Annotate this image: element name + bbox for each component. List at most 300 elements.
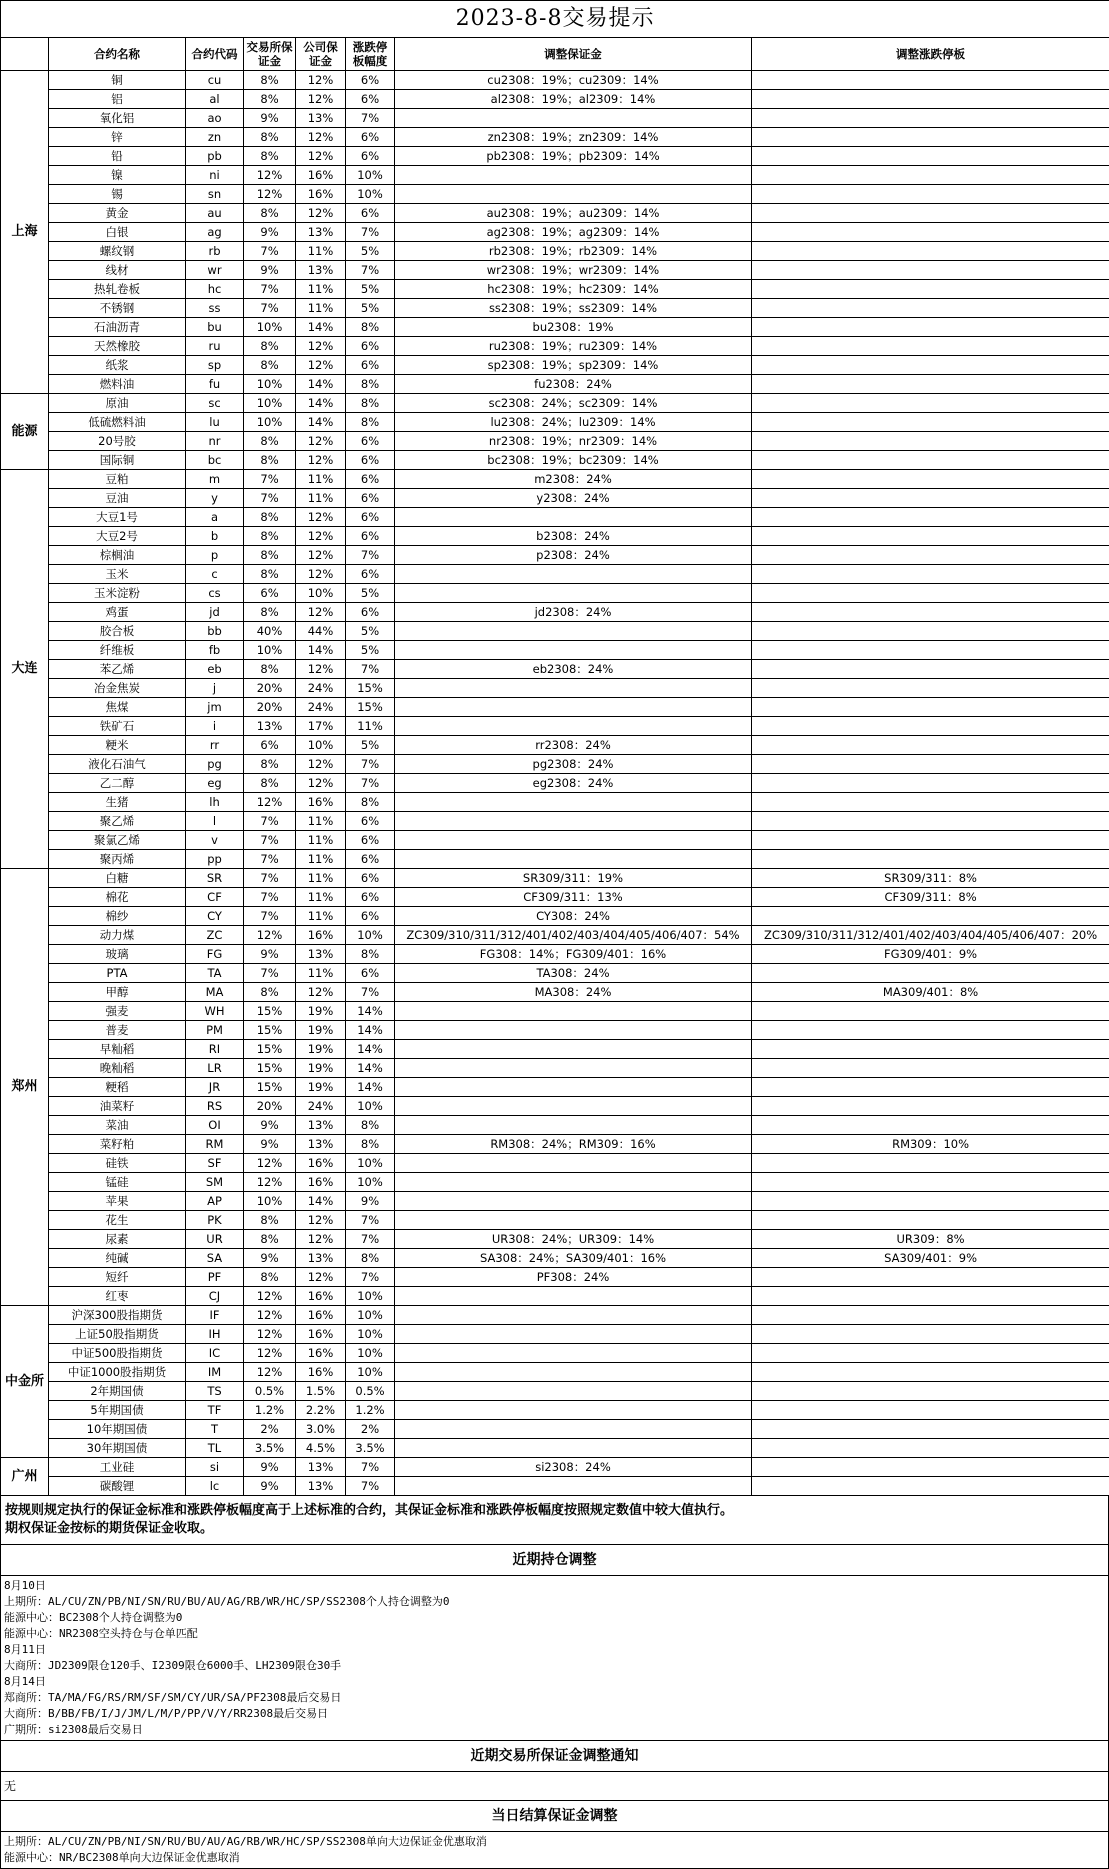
adjusted-margin-cell	[395, 717, 752, 736]
contract-code-cell: nr	[186, 432, 244, 451]
limit-cell: 10%	[346, 1363, 395, 1382]
contract-name-cell: 锰硅	[49, 1173, 186, 1192]
adjusted-margin-cell: jd2308：24%	[395, 603, 752, 622]
contract-name-cell: 棉纱	[49, 907, 186, 926]
contract-name-cell: 原油	[49, 394, 186, 413]
adjusted-limit-cell	[752, 1078, 1109, 1097]
adjusted-margin-cell: ss2308：19%；ss2309：14%	[395, 299, 752, 318]
contract-name-cell: 20号胶	[49, 432, 186, 451]
company-margin-cell: 14%	[296, 413, 346, 432]
contract-name-cell: 油菜籽	[49, 1097, 186, 1116]
adjusted-limit-cell	[752, 660, 1109, 679]
table-row	[1, 641, 1109, 660]
adjusted-limit-cell	[752, 413, 1109, 432]
contract-code-cell: eb	[186, 660, 244, 679]
company-margin-cell: 10%	[296, 584, 346, 603]
company-margin-cell: 3.0%	[296, 1420, 346, 1439]
exchange-margin-cell: 9%	[244, 1135, 296, 1154]
adjusted-margin-cell	[395, 185, 752, 204]
adjusted-margin-cell	[395, 1287, 752, 1306]
adjusted-limit-cell: SR309/311：8%	[752, 869, 1109, 888]
adjusted-limit-cell	[752, 299, 1109, 318]
table-row	[1, 1116, 1109, 1135]
adjusted-margin-cell	[395, 641, 752, 660]
contract-code-cell: ru	[186, 337, 244, 356]
exchange-margin-cell: 13%	[244, 717, 296, 736]
limit-cell: 9%	[346, 1192, 395, 1211]
company-margin-cell: 16%	[296, 185, 346, 204]
adjusted-limit-cell	[752, 1458, 1109, 1477]
adjusted-limit-cell	[752, 1192, 1109, 1211]
adjusted-margin-cell: b2308：24%	[395, 527, 752, 546]
adjusted-margin-cell: TA308：24%	[395, 964, 752, 983]
company-margin-cell: 19%	[296, 1021, 346, 1040]
adjusted-limit-cell	[752, 1420, 1109, 1439]
table-row	[1, 1040, 1109, 1059]
company-margin-cell: 12%	[296, 527, 346, 546]
exchange-margin-cell: 8%	[244, 755, 296, 774]
adjusted-limit-cell	[752, 565, 1109, 584]
limit-cell: 6%	[346, 489, 395, 508]
exchange-margin-cell: 3.5%	[244, 1439, 296, 1458]
table-row	[1, 1363, 1109, 1382]
exchange-margin-cell: 7%	[244, 280, 296, 299]
adjusted-margin-cell: ZC309/310/311/312/401/402/403/404/405/406/407：54%	[395, 926, 752, 945]
company-margin-cell: 16%	[296, 1154, 346, 1173]
exchange-margin-cell: 8%	[244, 774, 296, 793]
contract-name-cell: 碳酸锂	[49, 1477, 186, 1496]
adjusted-limit-cell	[752, 1021, 1109, 1040]
limit-cell: 14%	[346, 1021, 395, 1040]
exchange-margin-cell: 9%	[244, 1116, 296, 1135]
contract-code-cell: TF	[186, 1401, 244, 1420]
adjusted-margin-cell: SA308：24%；SA309/401：16%	[395, 1249, 752, 1268]
table-row	[1, 888, 1109, 907]
contract-name-cell: 纯碱	[49, 1249, 186, 1268]
exchange-margin-cell: 20%	[244, 1097, 296, 1116]
limit-cell: 7%	[346, 1211, 395, 1230]
adjusted-limit-cell	[752, 356, 1109, 375]
exchange-margin-cell: 12%	[244, 1287, 296, 1306]
contract-code-cell: bu	[186, 318, 244, 337]
company-margin-cell: 24%	[296, 679, 346, 698]
contract-name-cell: 锌	[49, 128, 186, 147]
table-row	[1, 1078, 1109, 1097]
adjusted-limit-cell	[752, 470, 1109, 489]
exchange-label: 大连	[1, 470, 49, 869]
company-margin-cell: 12%	[296, 565, 346, 584]
adjusted-limit-cell	[752, 1344, 1109, 1363]
table-row	[1, 1382, 1109, 1401]
company-margin-cell: 12%	[296, 660, 346, 679]
limit-cell: 6%	[346, 603, 395, 622]
table-row	[1, 945, 1109, 964]
position-line: 郑商所：TA/MA/FG/RS/RM/SF/SM/CY/UR/SA/PF2308最后交易日	[4, 1690, 1105, 1706]
contract-name-cell: 铁矿石	[49, 717, 186, 736]
limit-cell: 10%	[346, 926, 395, 945]
table-row	[1, 413, 1109, 432]
adjusted-limit-cell	[752, 717, 1109, 736]
adjusted-margin-cell: p2308：24%	[395, 546, 752, 565]
exchange-margin-cell: 10%	[244, 413, 296, 432]
position-line: 8月11日	[4, 1642, 1105, 1658]
exchange-margin-cell: 8%	[244, 90, 296, 109]
contract-name-cell: 燃料油	[49, 375, 186, 394]
table-row	[1, 147, 1109, 166]
table-row	[1, 1230, 1109, 1249]
company-margin-cell: 12%	[296, 432, 346, 451]
limit-cell: 6%	[346, 90, 395, 109]
table-row	[1, 356, 1109, 375]
adjusted-margin-cell: CY308：24%	[395, 907, 752, 926]
position-line: 大商所：B/BB/FB/I/J/JM/L/M/P/PP/V/Y/RR2308最后交易日	[4, 1706, 1105, 1722]
contract-code-cell: sp	[186, 356, 244, 375]
company-margin-cell: 12%	[296, 356, 346, 375]
contract-name-cell: 晚籼稻	[49, 1059, 186, 1078]
adjusted-limit-cell	[752, 793, 1109, 812]
contract-code-cell: LR	[186, 1059, 244, 1078]
adjusted-margin-cell: bc2308：19%；bc2309：14%	[395, 451, 752, 470]
adjusted-margin-cell	[395, 584, 752, 603]
company-margin-cell: 14%	[296, 641, 346, 660]
limit-cell: 7%	[346, 755, 395, 774]
contract-code-cell: b	[186, 527, 244, 546]
limit-cell: 6%	[346, 508, 395, 527]
exchange-margin-cell: 8%	[244, 451, 296, 470]
limit-cell: 14%	[346, 1078, 395, 1097]
exchange-label: 能源	[1, 394, 49, 470]
contract-name-cell: 天然橡胶	[49, 337, 186, 356]
exchange-margin-cell: 9%	[244, 1458, 296, 1477]
contract-name-cell: 短纤	[49, 1268, 186, 1287]
contract-code-cell: zn	[186, 128, 244, 147]
limit-cell: 7%	[346, 261, 395, 280]
adjusted-limit-cell	[752, 1002, 1109, 1021]
exchange-margin-cell: 7%	[244, 831, 296, 850]
exchange-margin-cell: 20%	[244, 698, 296, 717]
contract-code-cell: UR	[186, 1230, 244, 1249]
contract-name-cell: 不锈钢	[49, 299, 186, 318]
table-row	[1, 1344, 1109, 1363]
contract-name-cell: 豆油	[49, 489, 186, 508]
contract-code-cell: cu	[186, 71, 244, 90]
contract-code-cell: ZC	[186, 926, 244, 945]
table-row	[1, 1439, 1109, 1458]
exchange-margin-cell: 12%	[244, 1344, 296, 1363]
contract-name-cell: 白银	[49, 223, 186, 242]
adjusted-limit-cell	[752, 736, 1109, 755]
contract-name-cell: PTA	[49, 964, 186, 983]
table-row	[1, 964, 1109, 983]
exchange-margin-cell: 8%	[244, 204, 296, 223]
contract-code-cell: pb	[186, 147, 244, 166]
adjusted-margin-cell: ru2308：19%；ru2309：14%	[395, 337, 752, 356]
adjusted-limit-cell	[752, 755, 1109, 774]
contract-name-cell: 白糖	[49, 869, 186, 888]
position-line: 上期所：AL/CU/ZN/PB/NI/SN/RU/BU/AU/AG/RB/WR/HC/SP/SS2308个人持仓调整为0	[4, 1594, 1105, 1610]
settlement-adjustments	[1, 1832, 1108, 1868]
adjusted-limit-cell	[752, 831, 1109, 850]
exchange-margin-cell: 7%	[244, 812, 296, 831]
contract-code-cell: FG	[186, 945, 244, 964]
adjusted-margin-cell	[395, 679, 752, 698]
company-margin-cell: 12%	[296, 1211, 346, 1230]
table-row	[1, 1002, 1109, 1021]
exchange-margin-cell: 15%	[244, 1021, 296, 1040]
exchange-margin-cell: 9%	[244, 223, 296, 242]
contract-code-cell: pg	[186, 755, 244, 774]
header-exchange-margin: 交易所保证金	[244, 38, 296, 71]
contract-name-cell: 乙二醇	[49, 774, 186, 793]
contract-name-cell: 中证500股指期货	[49, 1344, 186, 1363]
contract-code-cell: SF	[186, 1154, 244, 1173]
company-margin-cell: 14%	[296, 318, 346, 337]
table-row	[1, 660, 1109, 679]
adjusted-margin-cell: PF308：24%	[395, 1268, 752, 1287]
exchange-margin-cell: 9%	[244, 261, 296, 280]
contract-name-cell: 铅	[49, 147, 186, 166]
contract-code-cell: RI	[186, 1040, 244, 1059]
limit-cell: 10%	[346, 1325, 395, 1344]
exchange-margin-cell: 9%	[244, 1477, 296, 1496]
adjusted-limit-cell	[752, 1154, 1109, 1173]
table-row	[1, 375, 1109, 394]
table-row	[1, 451, 1109, 470]
company-margin-cell: 11%	[296, 907, 346, 926]
exchange-margin-cell: 8%	[244, 508, 296, 527]
contract-name-cell: 生猪	[49, 793, 186, 812]
contract-name-cell: 石油沥青	[49, 318, 186, 337]
company-margin-cell: 12%	[296, 204, 346, 223]
table-row	[1, 1268, 1109, 1287]
limit-cell: 6%	[346, 432, 395, 451]
adjusted-limit-cell	[752, 375, 1109, 394]
company-margin-cell: 19%	[296, 1078, 346, 1097]
limit-cell: 5%	[346, 736, 395, 755]
limit-cell: 15%	[346, 698, 395, 717]
adjusted-margin-cell	[395, 831, 752, 850]
contract-code-cell: RS	[186, 1097, 244, 1116]
contract-name-cell: 豆粕	[49, 470, 186, 489]
limit-cell: 10%	[346, 1097, 395, 1116]
adjusted-limit-cell: RM309：10%	[752, 1135, 1109, 1154]
contract-name-cell: 聚氯乙烯	[49, 831, 186, 850]
company-margin-cell: 12%	[296, 90, 346, 109]
position-line: 广期所：si2308最后交易日	[4, 1722, 1105, 1738]
table-row	[1, 470, 1109, 489]
exchange-margin-cell: 12%	[244, 166, 296, 185]
adjusted-margin-cell: bu2308：19%	[395, 318, 752, 337]
contract-name-cell: 沪深300股指期货	[49, 1306, 186, 1325]
table-row	[1, 736, 1109, 755]
limit-cell: 6%	[346, 964, 395, 983]
exchange-label: 郑州	[1, 869, 49, 1306]
position-line: 大商所：JD2309限仓120手、I2309限仓6000手、LH2309限仓30手	[4, 1658, 1105, 1674]
adjusted-margin-cell: CF309/311：13%	[395, 888, 752, 907]
adjusted-margin-cell	[395, 1173, 752, 1192]
company-margin-cell: 11%	[296, 831, 346, 850]
position-adjustments	[1, 1576, 1108, 1741]
limit-cell: 8%	[346, 793, 395, 812]
contract-name-cell: 冶金焦炭	[49, 679, 186, 698]
table-row	[1, 71, 1109, 90]
adjusted-limit-cell	[752, 603, 1109, 622]
adjusted-limit-cell	[752, 242, 1109, 261]
contract-code-cell: IF	[186, 1306, 244, 1325]
adjusted-limit-cell	[752, 907, 1109, 926]
contract-name-cell: 大豆1号	[49, 508, 186, 527]
contract-code-cell: TL	[186, 1439, 244, 1458]
contract-code-cell: pp	[186, 850, 244, 869]
table-row	[1, 1325, 1109, 1344]
table-row	[1, 698, 1109, 717]
table-row	[1, 774, 1109, 793]
adjusted-limit-cell	[752, 508, 1109, 527]
adjusted-margin-cell: UR308：24%；UR309：14%	[395, 1230, 752, 1249]
contract-code-cell: MA	[186, 983, 244, 1002]
exchange-margin-cell: 7%	[244, 489, 296, 508]
limit-cell: 6%	[346, 470, 395, 489]
company-margin-cell: 12%	[296, 147, 346, 166]
adjusted-margin-cell: al2308：19%；al2309：14%	[395, 90, 752, 109]
adjusted-margin-cell: zn2308：19%；zn2309：14%	[395, 128, 752, 147]
company-margin-cell: 12%	[296, 546, 346, 565]
adjusted-margin-cell: sp2308：19%；sp2309：14%	[395, 356, 752, 375]
contract-name-cell: 国际铜	[49, 451, 186, 470]
adjusted-limit-cell	[752, 223, 1109, 242]
adjusted-margin-cell: FG308：14%；FG309/401：16%	[395, 945, 752, 964]
table-row	[1, 166, 1109, 185]
adjusted-margin-cell	[395, 1040, 752, 1059]
limit-cell: 10%	[346, 1306, 395, 1325]
contract-code-cell: jm	[186, 698, 244, 717]
exchange-margin-cell: 7%	[244, 964, 296, 983]
exchange-margin-cell: 20%	[244, 679, 296, 698]
limit-cell: 8%	[346, 945, 395, 964]
adjusted-margin-cell	[395, 1306, 752, 1325]
adjusted-limit-cell	[752, 546, 1109, 565]
table-row	[1, 717, 1109, 736]
header-adjusted-margin: 调整保证金	[395, 38, 752, 71]
adjusted-limit-cell	[752, 432, 1109, 451]
contract-code-cell: SM	[186, 1173, 244, 1192]
adjusted-margin-cell: au2308：19%；au2309：14%	[395, 204, 752, 223]
table-row	[1, 812, 1109, 831]
contract-code-cell: rb	[186, 242, 244, 261]
company-margin-cell: 2.2%	[296, 1401, 346, 1420]
table-row	[1, 109, 1109, 128]
limit-cell: 14%	[346, 1002, 395, 1021]
table-body	[1, 71, 1109, 1496]
adjusted-limit-cell	[752, 584, 1109, 603]
contract-code-cell: CY	[186, 907, 244, 926]
table-row	[1, 622, 1109, 641]
limit-cell: 10%	[346, 185, 395, 204]
contract-code-cell: TA	[186, 964, 244, 983]
table-row	[1, 185, 1109, 204]
contract-name-cell: 菜籽粕	[49, 1135, 186, 1154]
adjusted-margin-cell	[395, 1021, 752, 1040]
adjusted-margin-cell	[395, 166, 752, 185]
limit-cell: 5%	[346, 280, 395, 299]
position-line: 能源中心：NR2308空头持仓与仓单匹配	[4, 1626, 1105, 1642]
company-margin-cell: 16%	[296, 1173, 346, 1192]
adjusted-margin-cell	[395, 1059, 752, 1078]
company-margin-cell: 13%	[296, 1458, 346, 1477]
contract-code-cell: fb	[186, 641, 244, 660]
contract-code-cell: si	[186, 1458, 244, 1477]
adjusted-margin-cell: fu2308：24%	[395, 375, 752, 394]
contract-code-cell: cs	[186, 584, 244, 603]
table-row	[1, 546, 1109, 565]
contract-name-cell: 早籼稻	[49, 1040, 186, 1059]
contract-code-cell: y	[186, 489, 244, 508]
limit-cell: 6%	[346, 128, 395, 147]
adjusted-limit-cell	[752, 1325, 1109, 1344]
adjusted-limit-cell	[752, 71, 1109, 90]
company-margin-cell: 13%	[296, 109, 346, 128]
company-margin-cell: 16%	[296, 1363, 346, 1382]
exchange-label: 上海	[1, 71, 49, 394]
company-margin-cell: 10%	[296, 736, 346, 755]
notes-block	[0, 1496, 1109, 1869]
contract-code-cell: ni	[186, 166, 244, 185]
table-row	[1, 1192, 1109, 1211]
company-margin-cell: 16%	[296, 926, 346, 945]
adjusted-margin-cell	[395, 1401, 752, 1420]
contract-name-cell: 工业硅	[49, 1458, 186, 1477]
limit-cell: 10%	[346, 1344, 395, 1363]
contract-name-cell: 焦煤	[49, 698, 186, 717]
adjusted-limit-cell	[752, 90, 1109, 109]
adjusted-limit-cell	[752, 622, 1109, 641]
table-row	[1, 337, 1109, 356]
adjusted-limit-cell	[752, 527, 1109, 546]
contract-code-cell: T	[186, 1420, 244, 1439]
limit-cell: 11%	[346, 717, 395, 736]
company-margin-cell: 16%	[296, 1325, 346, 1344]
table-row	[1, 1059, 1109, 1078]
limit-cell: 2%	[346, 1420, 395, 1439]
adjusted-limit-cell	[752, 1401, 1109, 1420]
limit-cell: 6%	[346, 831, 395, 850]
contract-code-cell: ag	[186, 223, 244, 242]
contract-code-cell: c	[186, 565, 244, 584]
exchange-margin-cell: 9%	[244, 1249, 296, 1268]
table-row	[1, 1154, 1109, 1173]
contract-code-cell: ao	[186, 109, 244, 128]
adjusted-margin-cell: pg2308：24%	[395, 755, 752, 774]
exchange-margin-cell: 7%	[244, 470, 296, 489]
company-margin-cell: 12%	[296, 755, 346, 774]
position-section-title: 近期持仓调整	[1, 1545, 1108, 1576]
adjusted-margin-cell	[395, 812, 752, 831]
table-row	[1, 565, 1109, 584]
limit-cell: 6%	[346, 869, 395, 888]
contract-code-cell: m	[186, 470, 244, 489]
contract-code-cell: jd	[186, 603, 244, 622]
table-row	[1, 1306, 1109, 1325]
company-margin-cell: 4.5%	[296, 1439, 346, 1458]
adjusted-margin-cell: si2308：24%	[395, 1458, 752, 1477]
adjusted-limit-cell	[752, 337, 1109, 356]
limit-cell: 8%	[346, 1116, 395, 1135]
adjusted-margin-cell: rr2308：24%	[395, 736, 752, 755]
contract-code-cell: IM	[186, 1363, 244, 1382]
contract-name-cell: 中证1000股指期货	[49, 1363, 186, 1382]
company-margin-cell: 44%	[296, 622, 346, 641]
contract-name-cell: 5年期国债	[49, 1401, 186, 1420]
